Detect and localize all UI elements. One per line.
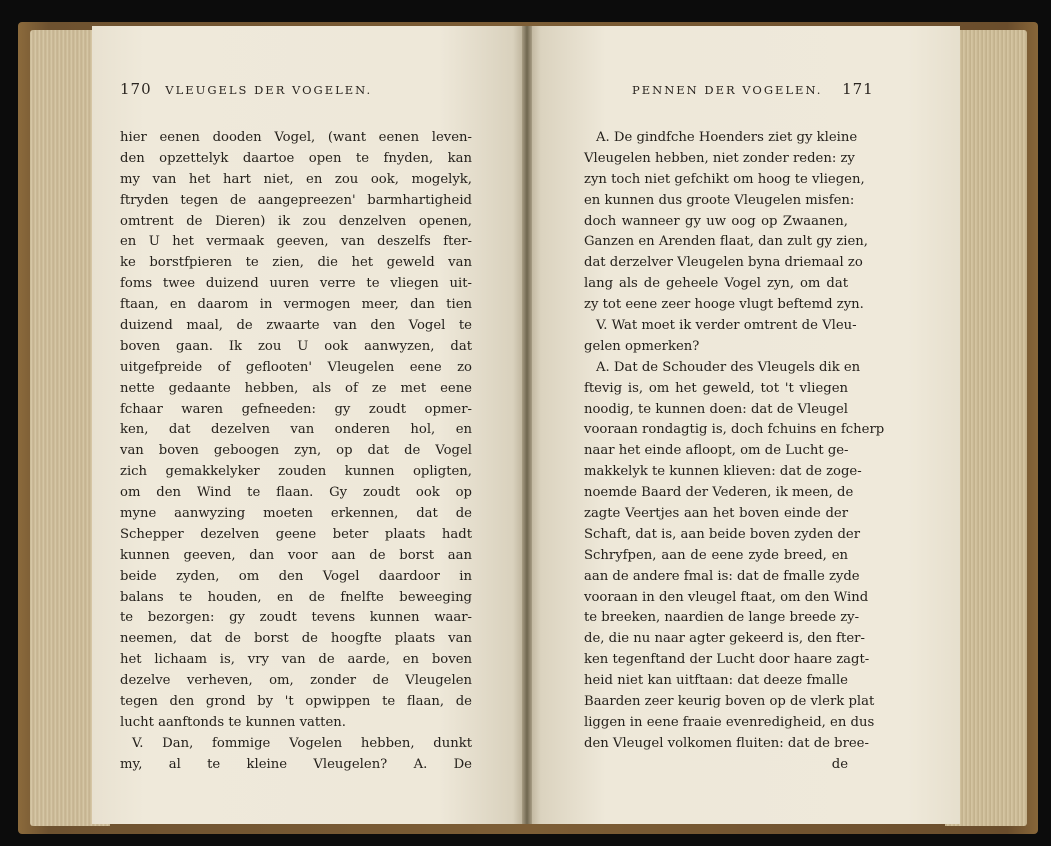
- left-body-text: [120, 128, 472, 776]
- text-line: naar het einde afloopt, om de Lucht ge-: [584, 443, 849, 459]
- text-line: het lichaam is, vry van de aarde, en boven: [120, 652, 472, 668]
- text-line: liggen in eene fraaie evenredigheid, en dus: [584, 714, 875, 730]
- text-line: A. De gindfche Hoenders ziet gy kleine: [596, 130, 858, 145]
- text-line: ken, dat dezelven van onderen hol, en: [120, 422, 472, 438]
- text-line: de, die nu naar agter gekeerd is, den fter-: [584, 631, 865, 647]
- text-line: dezelve verheven, om, zonder de Vleugelen: [120, 673, 472, 689]
- text-line: zyn toch niet gefchikt om hoog te vliegen,: [584, 171, 865, 187]
- text-line: noemde Baard der Vederen, ik meen, de: [584, 485, 854, 501]
- text-line: zagte Veertjes aan het boven einde der: [584, 506, 848, 522]
- text-line: ftryden tegen de aangepreezen' barmhartigheid: [120, 192, 472, 208]
- text-line: Schepper dezelven geene beter plaats hadt: [120, 526, 472, 542]
- text-line: noodig, te kunnen doen: dat de Vleugel: [584, 401, 848, 417]
- text-line: vooraan rondagtig is, doch fchuins en fcherp: [584, 422, 885, 438]
- text-line: Vleugelen hebben, niet zonder reden: zy: [584, 150, 855, 166]
- text-line: Ganzen en Arenden flaat, dan zult gy zien,: [584, 234, 868, 250]
- text-line: V. Dan, fommige Vogelen hebben, dunkt: [132, 735, 472, 751]
- text-line: duizend maal, de zwaarte van den Vogel te: [120, 318, 472, 334]
- text-line: omtrent de Dieren) ik zou denzelven openen,: [120, 213, 472, 229]
- text-line: aan de andere fmal is: dat de fmalle zyde: [584, 568, 860, 584]
- book-gutter: [522, 26, 532, 824]
- text-line: balans te houden, en de fnelfte beweeging: [120, 589, 472, 605]
- text-line: boven gaan. Ik zou U ook aanwyzen, dat: [120, 338, 472, 354]
- text-line: hier eenen dooden Vogel, (want eenen leven-: [120, 130, 472, 145]
- text-line: lucht aanftonds te kunnen vatten.: [120, 714, 346, 730]
- text-line: te bezorgen: gy zoudt tevens kunnen waar-: [120, 610, 472, 626]
- text-line: makkelyk te kunnen klieven: dat de zoge-: [584, 464, 862, 480]
- text-line: heid niet kan uitftaan: dat deeze fmalle: [584, 673, 848, 689]
- text-line: gelen opmerken?: [584, 338, 700, 354]
- text-line: te breeken, naardien de lange breede zy-: [584, 610, 860, 626]
- text-line: my, al te kleine Vleugelen? A. De: [120, 756, 472, 772]
- text-line: V. Wat moet ik verder omtrent de Vleu-: [596, 318, 857, 334]
- text-line: zich gemakkelyker zouden kunnen opligten,: [120, 464, 472, 480]
- text-line: A. Dat de Schouder des Vleugels dik en: [596, 359, 861, 375]
- text-line: den opzettelyk daartoe open te fnyden, kan: [120, 150, 472, 166]
- text-line: doch wanneer gy uw oog op Zwaanen,: [584, 213, 848, 229]
- left-page-number: 170: [120, 80, 152, 98]
- text-line: van boven geboogen zyn, op dat de Vogel: [120, 443, 472, 459]
- text-line: vooraan in den vleugel ftaat, om den Wind: [584, 589, 869, 605]
- text-line: ken tegenftand der Lucht door haare zagt-: [584, 652, 870, 668]
- text-line: beide zyden, om den Vogel daardoor in: [120, 568, 472, 584]
- text-line: nette gedaante hebben, als of ze met eene: [120, 380, 472, 396]
- text-line: den Vleugel volkomen fluiten: dat de bree-: [584, 735, 869, 751]
- left-running-head: [120, 80, 372, 98]
- text-line: zy tot eene zeer hooge vlugt beftemd zyn.: [584, 297, 864, 313]
- text-line: kunnen geeven, dan voor aan de borst aan: [120, 547, 472, 563]
- text-line: en U het vermaak geeven, van deszelfs fter-: [120, 234, 472, 250]
- text-line: lang als de geheele Vogel zyn, om dat: [584, 276, 848, 292]
- text-line: dat derzelver Vleugelen byna driemaal zo: [584, 255, 863, 271]
- text-line: Baarden zeer keurig boven op de vlerk plat: [584, 694, 875, 710]
- text-line: Schaft, dat is, aan beide boven zyden der: [584, 526, 861, 542]
- right-head-title: PENNEN DER VOGELEN.: [632, 83, 823, 97]
- text-line: en kunnen dus groote Vleugelen misfen:: [584, 192, 855, 208]
- text-line: neemen, dat de borst de hoogfte plaats van: [120, 631, 472, 647]
- text-line: ftevig is, om het geweld, tot 't vliegen: [584, 380, 848, 396]
- text-line: tegen den grond by 't opwippen te flaan, de: [120, 694, 472, 710]
- right-body-text: [584, 128, 885, 776]
- text-line: myne aanwyzing moeten erkennen, dat de: [120, 506, 472, 522]
- right-page-number: 171: [842, 80, 874, 98]
- text-line: my van het hart niet, en zou ook, mogelyk,: [120, 171, 472, 187]
- text-line: uitgefpreide of geflooten' Vleugelen eene zo: [120, 359, 472, 375]
- text-line: de: [831, 756, 848, 772]
- text-line: foms twee duizend uuren verre te vliegen uit-: [120, 276, 472, 292]
- text-line: om den Wind te flaan. Gy zoudt ook op: [120, 485, 472, 501]
- text-line: ke borstfpieren te zien, die het geweld van: [120, 255, 472, 271]
- text-line: Schryfpen, aan de eene zyde breed, en: [584, 547, 848, 563]
- left-head-title: VLEUGELS DER VOGELEN.: [165, 83, 373, 97]
- text-line: fchaar waren gefneeden: gy zoudt opmer-: [120, 401, 472, 417]
- text-line: ftaan, en daarom in vermogen meer, dan tien: [120, 297, 472, 313]
- right-running-head: [632, 80, 874, 98]
